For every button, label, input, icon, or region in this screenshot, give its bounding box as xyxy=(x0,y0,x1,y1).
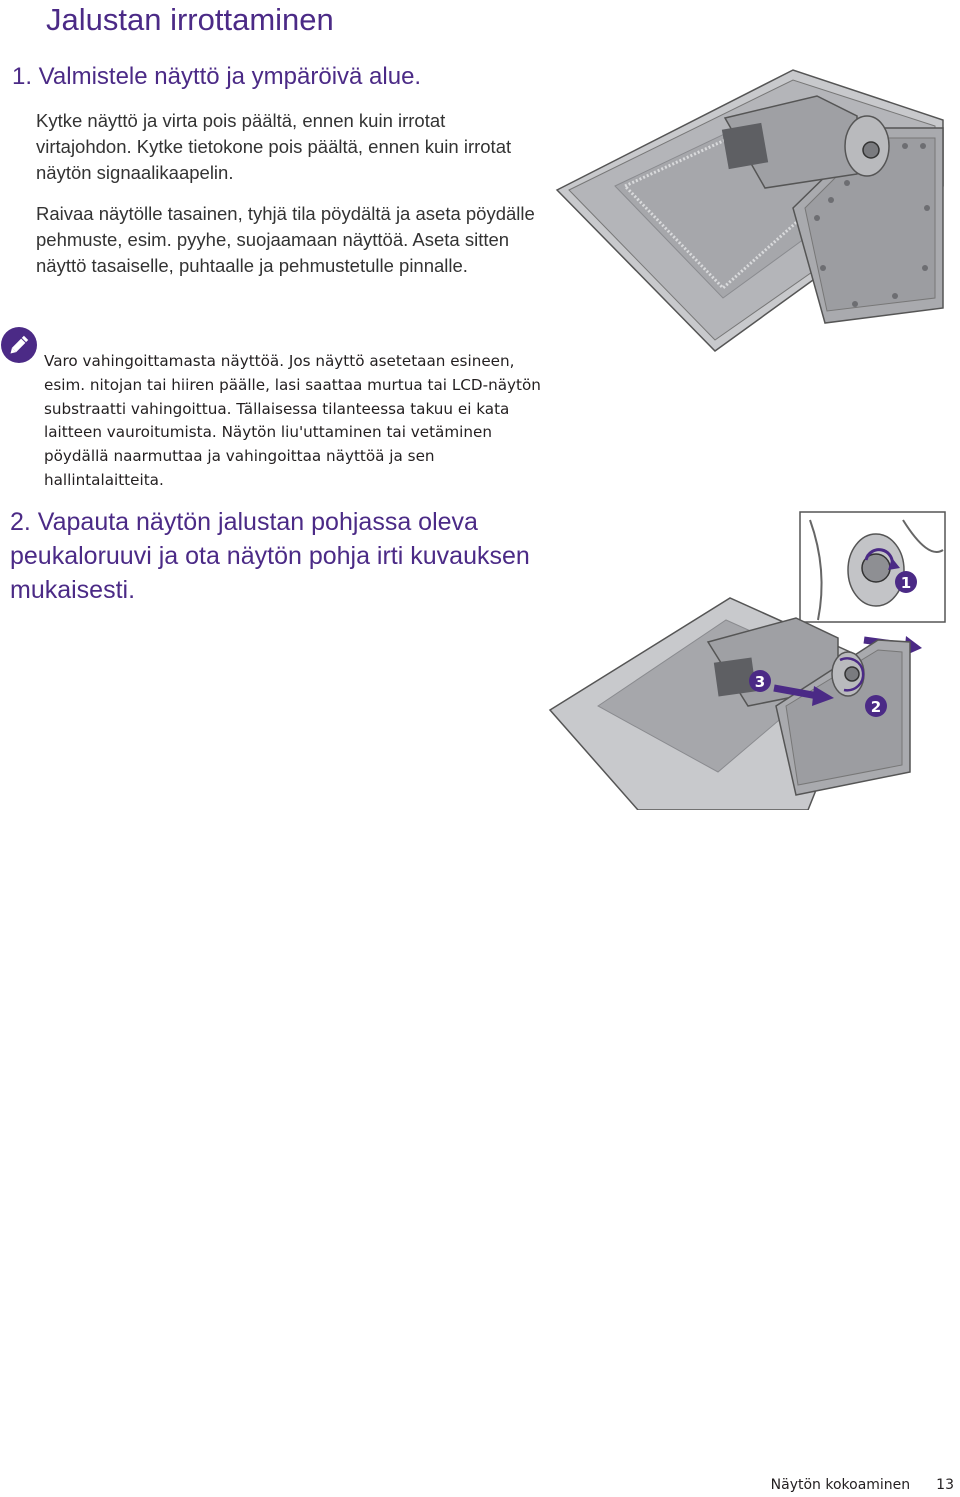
page-number: 13 xyxy=(936,1477,954,1493)
step-marker-3 xyxy=(749,670,771,692)
step-marker-1 xyxy=(895,571,917,593)
pencil-icon xyxy=(0,326,38,364)
svg-text:1: 1 xyxy=(900,574,912,592)
step-marker-2 xyxy=(865,695,887,717)
step-2-heading: 2. Vapauta näytön jalustan pohjassa oleva peukaloruuvi ja ota näytön pohja irti kuvauksen mukaisesti. xyxy=(10,508,530,604)
svg-text:3: 3 xyxy=(754,673,766,691)
stand-removal-illustration xyxy=(548,510,948,810)
monitor-face-down-illustration xyxy=(555,68,945,353)
note-text: Varo vahingoittamasta näyttöä. Jos näyttö asetetaan esineen, esim. nitojan tai hiiren päälle, lasi saattaa murtua tai LCD-näytön substraatti vahingoittua. Tällaisessa tilanteessa takuu ei kata laitteen vauroitumista. Näytön liu'uttaminen tai vetäminen pöydällä naarmuttaa ja vahingoittaa näyttöä ja sen hallintalaitteita. xyxy=(44,352,541,489)
step-1-heading: 1. Valmistele näyttö ja ympäröivä alue. xyxy=(12,63,422,90)
svg-text:2: 2 xyxy=(870,698,882,716)
step-1-paragraph-2: Raivaa näytölle tasainen, tyhjä tila pöydältä ja aseta pöydälle pehmuste, esim. pyyhe, suojaamaan näyttöä. Aseta sitten näyttö tasaiselle, puhtaalle ja pehmustetulle pinnalle. xyxy=(36,203,535,276)
footer-section-title: Näytön kokoaminen xyxy=(770,1477,911,1493)
step-1-paragraph-1: Kytke näyttö ja virta pois päältä, ennen kuin irrotat virtajohdon. Kytke tietokone pois päältä, ennen kuin irrotat näytön signaalikaapelin. xyxy=(36,110,512,183)
page-title: Jalustan irrottaminen xyxy=(46,2,334,37)
page-footer xyxy=(771,1477,954,1493)
